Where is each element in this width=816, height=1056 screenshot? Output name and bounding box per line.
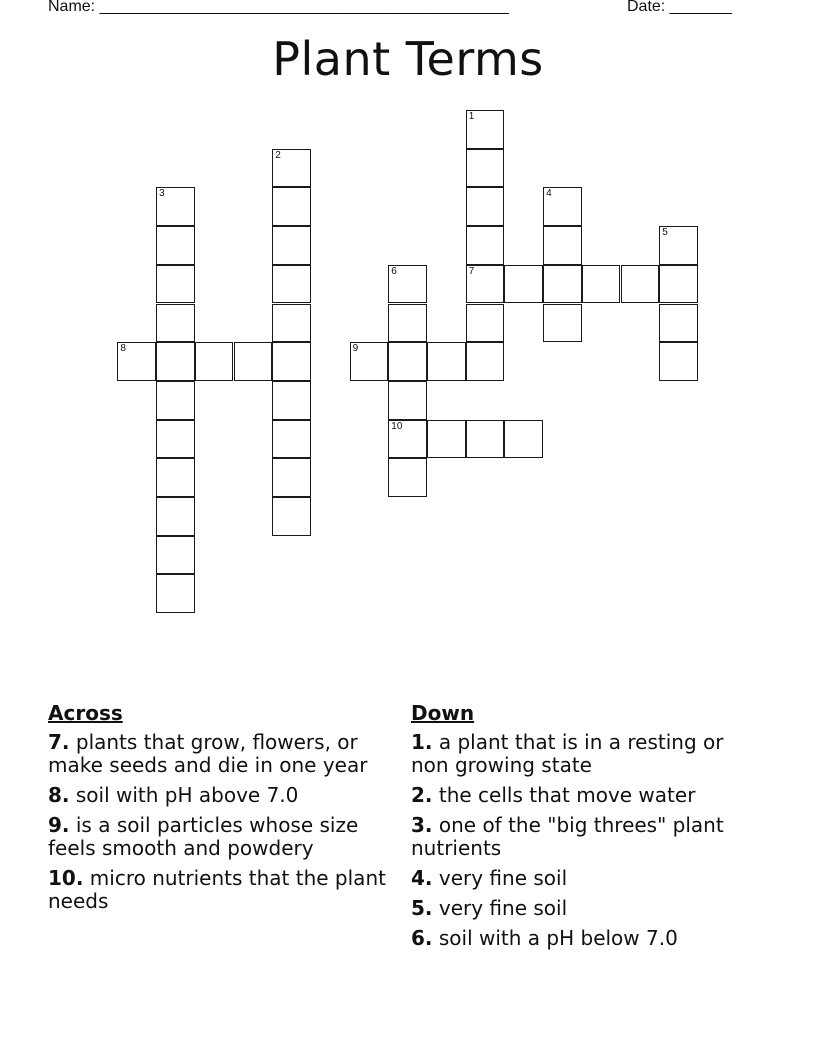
crossword-cell[interactable]	[156, 265, 195, 304]
crossword-cell[interactable]	[466, 342, 505, 381]
crossword-cell[interactable]	[659, 342, 698, 381]
crossword-cell[interactable]	[272, 497, 311, 536]
crossword-cell[interactable]	[272, 420, 311, 459]
clue-text: is a soil particles whose size feels smooth and powdery	[48, 813, 359, 860]
down-clues	[411, 702, 756, 957]
across-clue-10	[48, 867, 393, 913]
crossword-cell[interactable]	[156, 420, 195, 459]
clue-text: soil with a pH below 7.0	[438, 926, 678, 950]
clue-text: very fine soil	[438, 896, 568, 920]
crossword-cell[interactable]	[272, 149, 311, 188]
cell-number: 8	[120, 343, 126, 355]
crossword-cell[interactable]	[466, 110, 505, 149]
crossword-cell[interactable]	[156, 497, 195, 536]
crossword-cell[interactable]	[466, 304, 505, 343]
crossword-cell[interactable]	[350, 342, 389, 381]
crossword-cell[interactable]	[156, 187, 195, 226]
crossword-cell[interactable]	[272, 458, 311, 497]
across-clue-9	[48, 814, 393, 860]
crossword-cell[interactable]	[272, 381, 311, 420]
crossword-cell[interactable]	[659, 226, 698, 265]
date-line: Date: _______	[627, 0, 732, 15]
crossword-cell[interactable]	[388, 458, 427, 497]
crossword-cell[interactable]	[156, 458, 195, 497]
crossword-cell[interactable]	[659, 265, 698, 304]
cell-number: 2	[275, 149, 281, 161]
name-line: Name: ______________________________________________	[48, 0, 509, 15]
clue-number: 6.	[411, 926, 433, 950]
down-clue-5	[411, 897, 756, 920]
down-clue-2	[411, 784, 756, 807]
crossword-cell[interactable]	[427, 342, 466, 381]
cell-number: 9	[352, 343, 359, 355]
cell-number: 5	[662, 227, 668, 239]
crossword-cell[interactable]	[388, 342, 427, 381]
crossword-cell[interactable]	[156, 381, 195, 420]
clue-text: soil with pH above 7.0	[75, 783, 299, 807]
crossword-cell[interactable]	[272, 187, 311, 226]
cell-number: 6	[391, 265, 397, 277]
crossword-cell[interactable]	[234, 342, 273, 381]
crossword-cell[interactable]	[427, 420, 466, 459]
clue-number: 4.	[411, 866, 433, 890]
clue-number: 9.	[48, 813, 70, 837]
crossword-cell[interactable]	[156, 574, 195, 613]
clue-number: 3.	[411, 813, 433, 837]
across-clue-7	[48, 731, 393, 777]
crossword-cell[interactable]	[621, 265, 660, 304]
crossword-cell[interactable]	[156, 536, 195, 575]
cell-number: 4	[546, 188, 552, 200]
crossword-cell[interactable]	[466, 187, 505, 226]
crossword-cell[interactable]	[388, 420, 427, 459]
page-title: Plant Terms	[272, 32, 544, 86]
clue-number: 7.	[48, 730, 70, 754]
crossword-cell[interactable]	[388, 381, 427, 420]
crossword-cell[interactable]	[582, 265, 621, 304]
clue-number: 1.	[411, 730, 433, 754]
crossword-cell[interactable]	[543, 226, 582, 265]
crossword-cell[interactable]	[466, 226, 505, 265]
crossword-cell[interactable]	[543, 187, 582, 226]
crossword-cell[interactable]	[195, 342, 234, 381]
crossword-cell[interactable]	[504, 420, 543, 459]
crossword-cell[interactable]	[504, 265, 543, 304]
down-clue-4	[411, 867, 756, 890]
crossword-cell[interactable]	[156, 342, 195, 381]
crossword-cell[interactable]	[272, 226, 311, 265]
clue-text: a plant that is in a resting or non growing state	[411, 730, 724, 777]
crossword-cell[interactable]	[272, 265, 311, 304]
clue-number: 10.	[48, 866, 84, 890]
clue-number: 5.	[411, 896, 433, 920]
clue-text: very fine soil	[438, 866, 568, 890]
crossword-cell[interactable]	[388, 265, 427, 304]
cell-number: 3	[159, 188, 165, 200]
clue-text: micro nutrients that the plant needs	[48, 866, 386, 913]
crossword-cell[interactable]	[543, 304, 582, 343]
across-heading: Across	[48, 701, 123, 725]
crossword-cell[interactable]	[543, 265, 582, 304]
clue-text: one of the "big threes" plant nutrients	[411, 813, 724, 860]
crossword-cell[interactable]	[388, 304, 427, 343]
cell-number: 1	[468, 111, 475, 122]
clue-text: plants that grow, flowers, or make seeds and die in one year	[48, 730, 368, 777]
across-clues	[48, 702, 393, 920]
clue-number: 8.	[48, 783, 70, 807]
clue-number: 2.	[411, 783, 433, 807]
crossword-cell[interactable]	[272, 304, 311, 343]
crossword-cell[interactable]	[156, 226, 195, 265]
crossword-cell[interactable]	[117, 342, 156, 381]
across-clue-8	[48, 784, 393, 807]
down-clue-3	[411, 814, 756, 860]
down-clue-6	[411, 927, 756, 950]
crossword-cell[interactable]	[272, 342, 311, 381]
cell-number: 10	[391, 420, 403, 432]
down-clue-1	[411, 731, 756, 777]
crossword-cell[interactable]	[156, 304, 195, 343]
clue-text: the cells that move water	[438, 783, 696, 807]
cell-number: 7	[468, 265, 475, 277]
crossword-cell[interactable]	[659, 304, 698, 343]
down-heading: Down	[411, 701, 475, 725]
crossword-cell[interactable]	[466, 149, 505, 188]
crossword-cell[interactable]	[466, 265, 505, 304]
crossword-cell[interactable]	[466, 420, 505, 459]
